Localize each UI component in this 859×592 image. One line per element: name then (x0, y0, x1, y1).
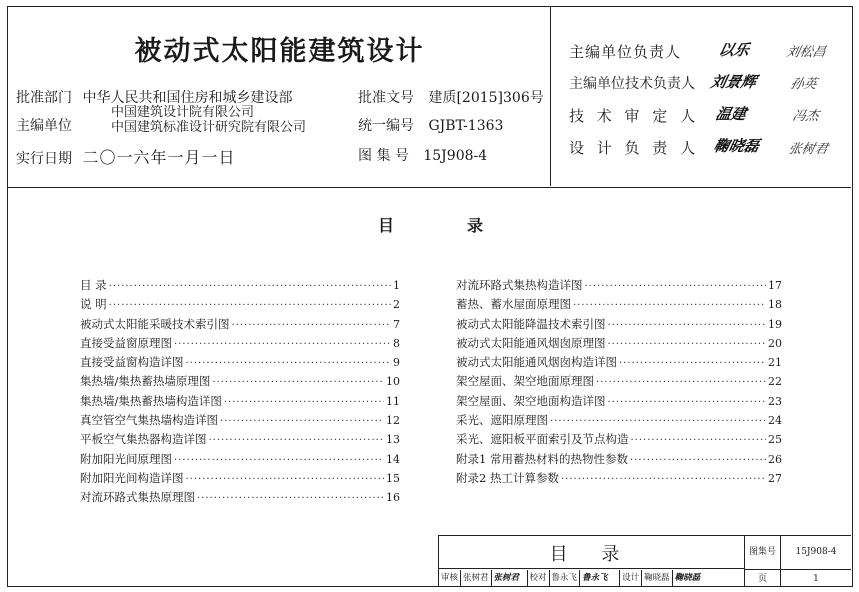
atlas-no-value: 15J908-4 (423, 148, 488, 164)
responsible-row (569, 41, 681, 62)
responsible-role: 设 计 负 责 人 (569, 139, 700, 157)
toc-entry-page: 8 (393, 336, 400, 350)
toc-entry-title: 对流环路式集热原理图 (80, 490, 195, 505)
toc-entry-title: 采光、遮阳板平面索引及节点构造 (456, 432, 629, 447)
toc-entry-page: 24 (768, 414, 782, 428)
toc-leader (608, 339, 767, 350)
responsible-signature: 刘景辉 (708, 73, 758, 91)
toc-entry-page: 14 (386, 452, 400, 466)
toc-entry[interactable] (80, 277, 400, 296)
toc-leader (608, 320, 767, 331)
toc-entry-title: 目 录 (80, 278, 107, 292)
design-signature: 鞠晓磊 (674, 573, 701, 583)
toc-entry[interactable] (456, 431, 782, 450)
toc-entry-title: 架空屋面、架空地面构造详图 (456, 393, 606, 408)
toc-entry[interactable] (80, 451, 400, 470)
approval-dept-row (16, 87, 292, 107)
responsible-role: 主编单位负责人 (569, 43, 682, 61)
toc-entry-title: 被动式太阳能降温技术索引图 (456, 316, 606, 331)
page-label-cell: 页 (744, 569, 780, 587)
toc-entry-title: 架空屋面、架空地面原理图 (456, 374, 594, 389)
header-right-panel (551, 7, 851, 186)
atlas-title: 被动式太阳能建筑设计 (134, 36, 425, 67)
toc-leader (630, 455, 766, 466)
toc-entry-title: 蓄热、蓄水屋面原理图 (456, 297, 571, 312)
title-block-name: 目 录 (549, 544, 634, 565)
toc-entry-page: 19 (768, 317, 782, 331)
toc-leader (109, 300, 391, 311)
toc-leader (209, 435, 385, 446)
page-value-cell: 1 (780, 569, 851, 587)
responsible-signature: 鞠晓磊 (711, 137, 761, 155)
title-block-name-cell (439, 536, 744, 569)
toc-leader (224, 397, 384, 408)
responsible-signature: 以乐 (716, 41, 751, 59)
toc-entry-title: 直接受益窗构造详图 (80, 355, 184, 370)
uniform-no-label: 统一编号 (358, 118, 414, 134)
toc-leader (550, 416, 766, 427)
toc-entry[interactable] (456, 354, 782, 373)
toc-entry-page: 17 (768, 279, 782, 292)
toc-entry[interactable] (80, 354, 400, 373)
approval-doc-row (358, 87, 544, 107)
toc-leader (585, 281, 767, 292)
toc-entry[interactable] (80, 470, 400, 489)
atlas-no-label-cell: 图集号 (744, 536, 780, 569)
toc-entry-page: 23 (768, 394, 782, 408)
toc-leader (174, 455, 384, 466)
effective-date-label: 实行日期 (16, 151, 72, 167)
toc-entry[interactable] (456, 335, 782, 354)
toc-leader (212, 377, 384, 388)
responsible-name: 孙英 (788, 77, 819, 92)
toc-entry[interactable] (80, 316, 400, 335)
toc-left-column (80, 277, 400, 509)
drawing-frame (7, 6, 853, 587)
editor-unit-label-row (16, 115, 72, 135)
uniform-no-row (358, 115, 503, 135)
approval-doc-value: 建质[2015]306号 (428, 90, 544, 106)
toc-leader (174, 339, 391, 350)
toc-leader (631, 435, 767, 446)
toc-entry[interactable] (456, 470, 782, 489)
toc-entry-title: 对流环路式集热构造详图 (456, 278, 583, 292)
toc-entry[interactable] (80, 412, 400, 431)
signoff-row (439, 570, 744, 587)
toc-entry-page: 18 (768, 298, 782, 312)
atlas-no-label: 图 集 号 (358, 148, 409, 164)
toc-entry-page: 25 (768, 433, 782, 447)
toc-entry-page: 11 (386, 394, 400, 408)
toc-entry[interactable] (456, 277, 782, 296)
toc-entry[interactable] (80, 431, 400, 450)
toc-heading-right: 录 (467, 216, 484, 235)
toc-leader (197, 493, 384, 504)
toc-entry-page: 1 (393, 279, 400, 292)
toc-leader (608, 397, 767, 408)
toc-entry-title: 附录2 热工计算参数 (456, 470, 559, 485)
toc-leader (596, 377, 766, 388)
toc-entry-page: 21 (768, 356, 782, 370)
toc-entry[interactable] (80, 489, 400, 508)
toc-entry-page: 7 (393, 317, 400, 331)
toc-entry-title: 真空管空气集热墙构造详图 (80, 413, 218, 428)
toc-entry-title: 附加阳光间构造详图 (80, 470, 184, 485)
toc-heading-left: 目 (378, 216, 395, 235)
toc-entry-title: 说 明 (80, 297, 107, 312)
toc-entry-page: 15 (386, 471, 400, 485)
toc-entry-page: 10 (386, 375, 400, 389)
header-block (8, 7, 851, 188)
effective-date-value: 二〇一六年一月一日 (82, 148, 236, 167)
toc-entry-title: 被动式太阳能通风烟囱构造详图 (456, 355, 617, 370)
approval-dept-label: 批准部门 (16, 90, 72, 106)
check-name: 鲁永飞 (550, 570, 581, 587)
header-left-panel (8, 7, 551, 186)
editor-unit-line1: 中国建筑设计院有限公司 (111, 105, 255, 120)
toc-entry-title: 集热墙/集热蓄热墙构造详图 (80, 393, 222, 408)
responsible-name: 冯杰 (790, 109, 821, 124)
approval-dept-value: 中华人民共和国住房和城乡建设部 (82, 90, 293, 106)
toc-right-column (456, 277, 782, 489)
responsible-role: 技 术 审 定 人 (569, 107, 700, 125)
review-signature: 张树君 (492, 570, 528, 587)
toc-entry-title: 被动式太阳能通风烟囱原理图 (456, 335, 606, 350)
toc-entry[interactable] (80, 335, 400, 354)
toc-entry-title: 被动式太阳能采暖技术索引图 (80, 316, 230, 331)
approval-doc-label: 批准文号 (358, 90, 414, 106)
toc-entry-page: 27 (768, 471, 782, 485)
toc-entry-page: 2 (393, 298, 400, 312)
toc-leader (186, 474, 385, 485)
responsible-row (569, 105, 699, 126)
toc-entry-title: 附加阳光间原理图 (80, 451, 172, 466)
toc-entry-title: 采光、遮阳原理图 (456, 413, 548, 428)
toc-leader (573, 300, 766, 311)
atlas-no-value-cell: 15J908-4 (780, 536, 851, 569)
toc-entry[interactable] (456, 393, 782, 412)
check-label: 校对 (528, 570, 550, 587)
toc-entry-title: 平板空气集热器构造详图 (80, 432, 207, 447)
responsible-row (569, 73, 695, 93)
toc-leader (186, 358, 392, 369)
toc-leader (561, 474, 766, 485)
toc-leader (220, 416, 384, 427)
responsible-signature: 温建 (713, 105, 748, 123)
effective-date-row (16, 145, 235, 168)
editor-unit-label: 主编单位 (16, 118, 72, 134)
toc-leader (109, 281, 391, 292)
toc-entry[interactable] (80, 393, 400, 412)
toc-entry[interactable] (456, 373, 782, 392)
toc-entry[interactable] (456, 451, 782, 470)
toc-entry[interactable] (456, 412, 782, 431)
toc-entry[interactable] (456, 296, 782, 315)
responsible-name: 张树君 (786, 142, 830, 157)
editor-unit-value (111, 105, 306, 135)
atlas-no-row (358, 145, 487, 165)
toc-entry-page: 13 (386, 433, 400, 447)
toc-entry[interactable] (80, 373, 400, 392)
review-label: 审核 (439, 570, 461, 587)
uniform-no-value: GJBT-1363 (428, 118, 504, 134)
review-name: 张树君 (461, 570, 492, 587)
toc-leader (619, 358, 766, 369)
toc-entry-page: 16 (386, 491, 400, 505)
title-block (438, 535, 851, 587)
toc-leader (232, 320, 392, 331)
toc-entry-page: 12 (386, 414, 400, 428)
responsible-role: 主编单位技术负责人 (569, 76, 695, 92)
check-signature: 鲁永飞 (580, 570, 620, 587)
toc-entry-page: 22 (768, 375, 782, 389)
toc-entry-title: 直接受益窗原理图 (80, 335, 172, 350)
toc-entry-title: 集热墙/集热蓄热墙原理图 (80, 374, 211, 389)
toc-entry-page: 20 (768, 336, 782, 350)
toc-entry-page: 26 (768, 452, 782, 466)
toc-entry-page: 9 (393, 356, 400, 370)
design-name: 鞠晓磊 (642, 570, 673, 587)
toc-entry[interactable] (80, 296, 400, 315)
editor-unit-line2: 中国建筑标准设计研究院有限公司 (111, 120, 307, 135)
toc-entry-title: 附录1 常用蓄热材料的热物性参数 (456, 451, 628, 466)
responsible-name: 刘松昌 (784, 45, 828, 60)
responsible-row (569, 137, 699, 158)
design-label: 设计 (620, 570, 642, 587)
toc-entry[interactable] (456, 316, 782, 335)
